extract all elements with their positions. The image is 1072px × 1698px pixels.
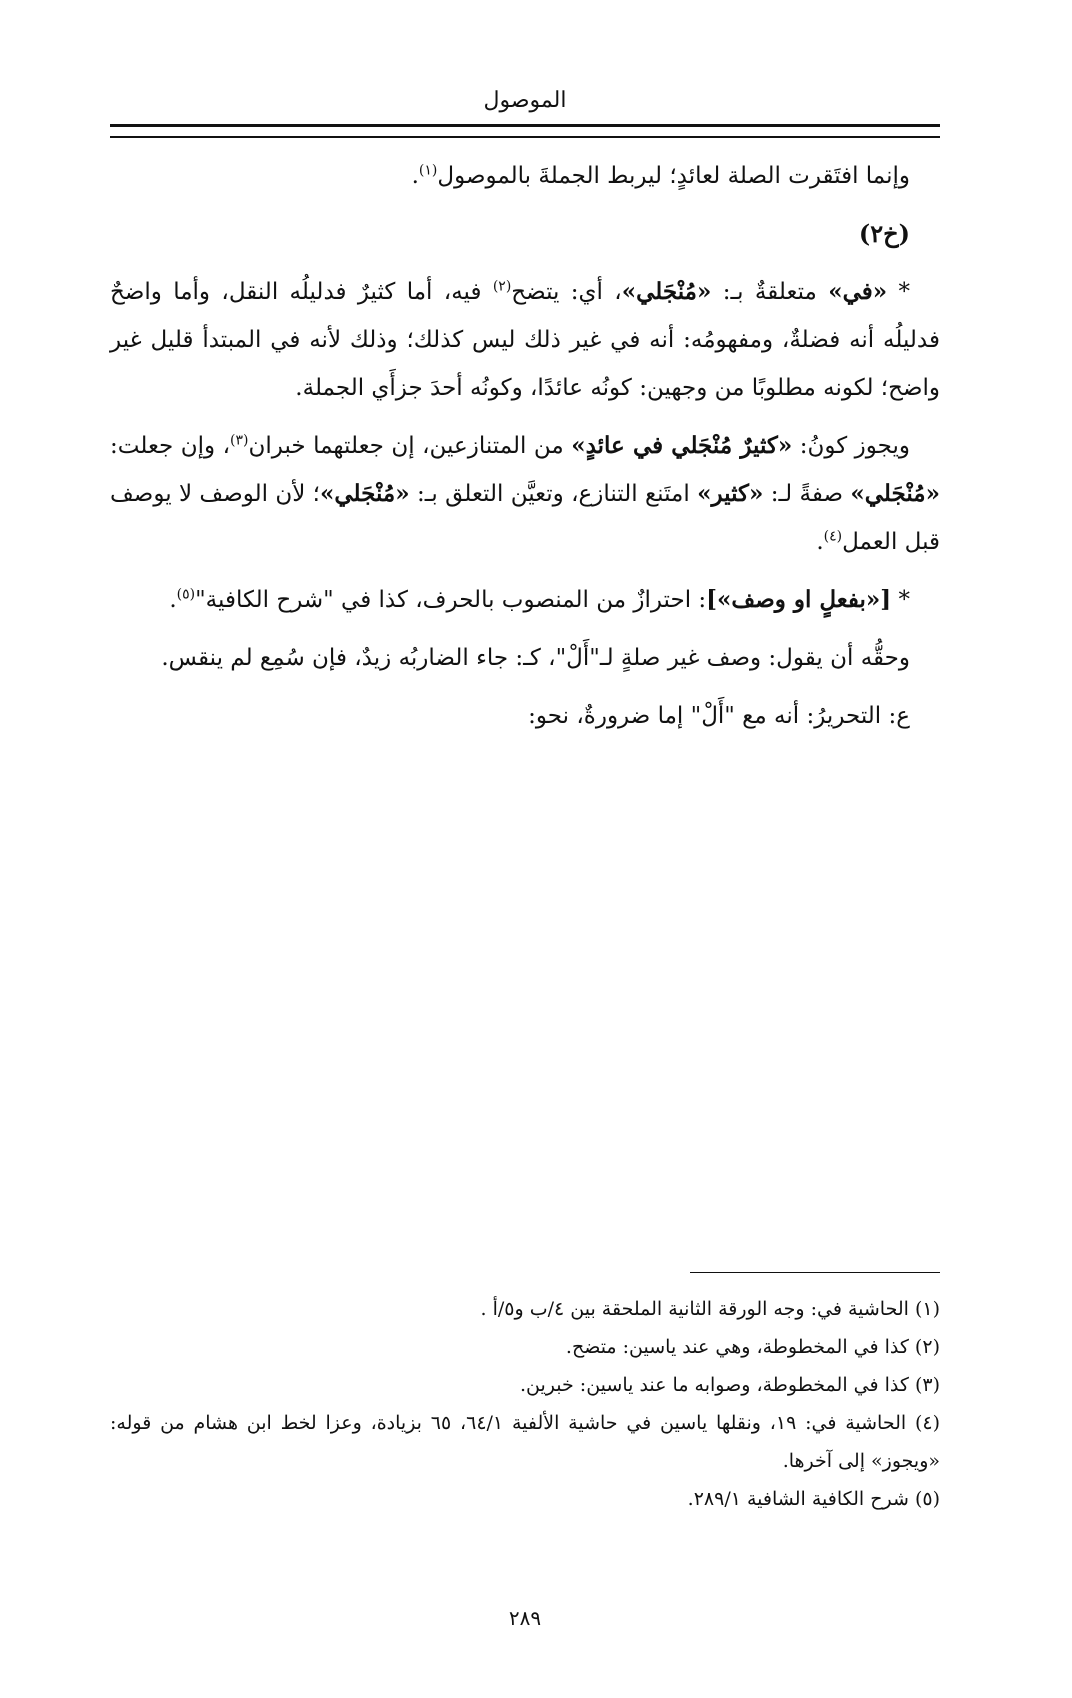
page-number: ٢٨٩ <box>508 1606 542 1630</box>
header-rule-thin <box>110 136 940 138</box>
header-rule-thick <box>110 124 940 127</box>
footnote-1: (١) الحاشية في: وجه الورقة الثانية الملحقة بين ٤/ب و٥/أ . <box>480 1298 940 1320</box>
footnote-ref-1: (١) <box>418 162 438 179</box>
running-head: الموصول <box>483 88 567 113</box>
section-heading: (خ٢) <box>858 219 910 248</box>
footnote-5: (٥) شرح الكافية الشافية ٢٨٩/١. <box>687 1488 940 1510</box>
paragraph-5: وحقُّه أن يقول: وصف غير صلةٍ لـ"أَلْ"، كـ: جاء الضاربُه زيدٌ، فإن سُمِع لم ينقس. <box>161 645 910 671</box>
paragraph-3: ويجوز كونُ: «كثيرٌ مُنْجَلي في عائدٍ» من المتنازعين، إن جعلتهما خبران$^{(٣)}$، وإن جعلت: «مُنْجَلي» صفةً لـ: «كثير» امتَنع التنازع، وتعيَّن التعلق بـ: «مُنْجَلي»؛ لأن الوصف لا يوصف قبل العمل$^{(٤)}$. <box>110 432 940 555</box>
paragraph-2: * «في» متعلقةٌ بـ: «مُنْجَلي»، أي: يتضح$^{(٢)}$ فيه، أما كثيرٌ فدليلُه النقل، وأما واضحٌ فدليلُه أنه فضلةٌ، ومفهومُه: أنه في غير ذلك ليس كذلك؛ وذلك لأنه في المبتدأ قليل غير واضح؛ لكونه مطلوبًا من وجهين: كونُه عائدًا، وكونُه أحدَ جزأَي الجملة. <box>110 278 940 401</box>
footnotes <box>110 1290 940 1518</box>
footnote-ref-4: (٤) <box>823 528 843 545</box>
paragraph-1: وإنما افتَقرت الصلة لعائدٍ؛ ليربط الجملةَ بالموصول$^{(١)}$. <box>411 162 910 189</box>
paragraph-6: ع: التحريرُ: أنه مع "أَلْ" إما ضرورةٌ، نحو: <box>528 703 910 729</box>
footnote-ref-2: (٢) <box>492 278 512 295</box>
footnote-ref-3: (٣) <box>230 432 249 449</box>
paragraph-4: * [«بفعلٍ او وصف»]: احترازٌ من المنصوب بالحرف، كذا في "شرح الكافية"$^{(٥)}$. <box>169 586 910 613</box>
footnote-3: (٣) كذا في المخطوطة، وصوابه ما عند ياسين: خبرين. <box>520 1374 940 1396</box>
footnote-separator <box>690 1272 940 1273</box>
footnote-2: (٢) كذا في المخطوطة، وهي عند ياسين: متضح. <box>565 1336 940 1358</box>
main-text <box>110 152 940 750</box>
footnote-ref-5: (٥) <box>176 586 196 603</box>
footnote-4: (٤) الحاشية في: ١٩، ونقلها ياسين في حاشية الألفية ٦٤/١، ٦٥ بزيادة، وعزا لخط ابن هشام من قوله: «ويجوز» إلى آخرها. <box>110 1412 941 1472</box>
